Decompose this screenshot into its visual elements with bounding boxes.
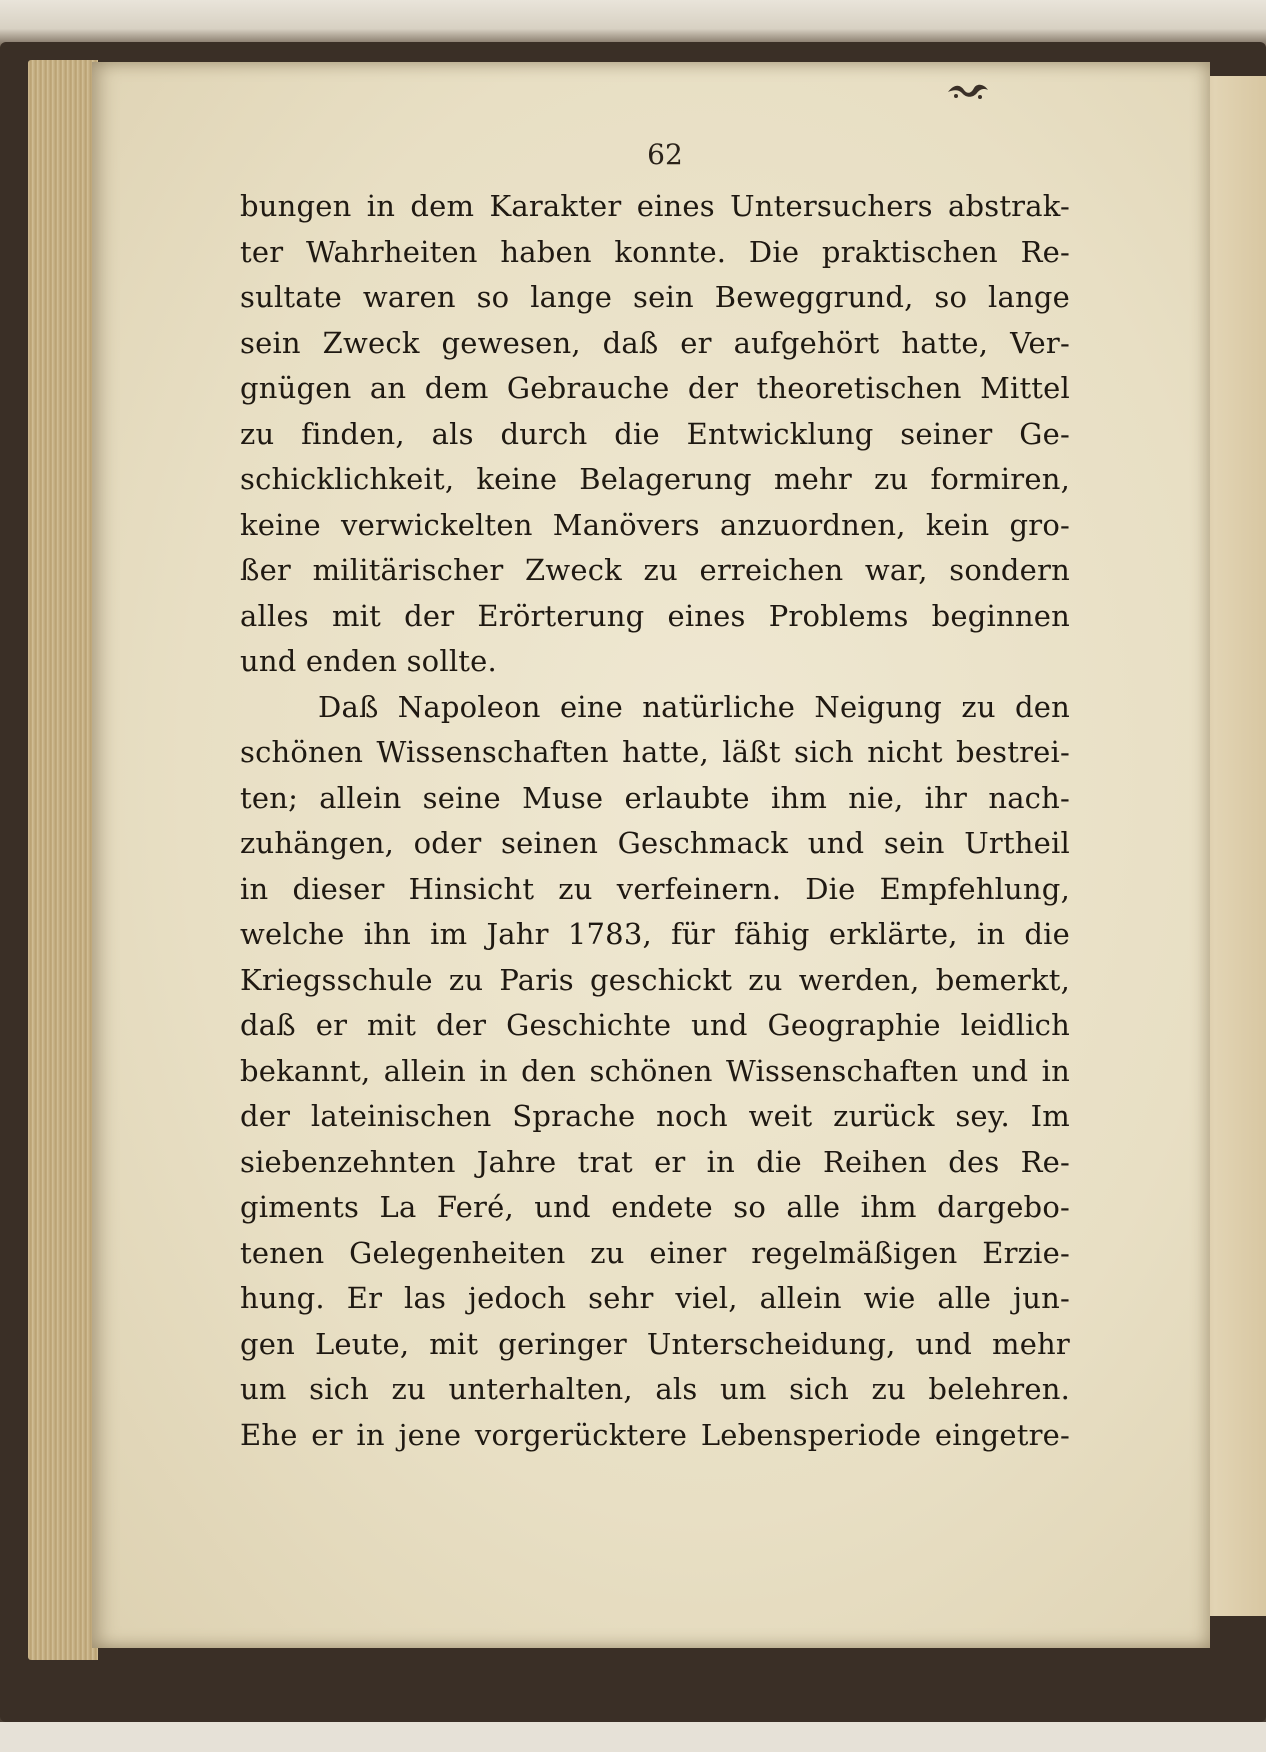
- text-line: bekannt, allein in den schönen Wissenschaften und in: [240, 1053, 1070, 1088]
- scan-background-bottom: [0, 1722, 1266, 1752]
- text-line: alles mit der Erörterung eines Problems beginnen: [240, 598, 1070, 633]
- text-line: Ehe er in jene vorgerücktere Lebensperiode eingetre-: [240, 1417, 1070, 1452]
- text-line: und enden sollte.: [240, 644, 497, 678]
- text-line: der lateinischen Sprache noch weit zurück sey. Im: [240, 1099, 1070, 1133]
- page-edges-left: [28, 60, 98, 1660]
- ornament-icon: [946, 80, 990, 102]
- text-line: sein Zweck gewesen, daß er aufgehört hatte, Ver-: [240, 325, 1070, 360]
- text-line: gnügen an dem Gebrauche der theoretischen Mittel: [240, 371, 1070, 405]
- text-line: schönen Wissenschaften hatte, läßt sich nicht bestrei-: [240, 735, 1070, 769]
- page-text: [240, 184, 1070, 1458]
- text-line: ßer militärischer Zweck zu erreichen war, sondern: [240, 553, 1070, 587]
- text-line: tenen Gelegenheiten zu einer regelmäßigen Erzie-: [240, 1235, 1070, 1270]
- text-line: in dieser Hinsicht zu verfeinern. Die Empfehlung,: [240, 871, 1070, 906]
- text-line: um sich zu unterhalten, als um sich zu belehren.: [240, 1372, 1070, 1406]
- text-line: keine verwickelten Manövers anzuordnen, kein gro-: [240, 507, 1070, 542]
- paragraph-start-line: Daß Napoleon eine natürliche Neigung zu den: [318, 689, 1070, 724]
- text-line: sultate waren so lange sein Beweggrund, so lange: [240, 280, 1070, 314]
- text-line: gen Leute, mit geringer Unterscheidung, und mehr: [240, 1326, 1070, 1361]
- text-line: zu finden, als durch die Entwicklung seiner Ge-: [240, 416, 1070, 451]
- text-line: welche ihn im Jahr 1783, für fähig erklärte, in die: [240, 917, 1070, 951]
- text-line: ten; allein seine Muse erlaubte ihm nie, ihr nach-: [240, 780, 1070, 815]
- text-line: bungen in dem Karakter eines Untersuchers abstrak-: [240, 189, 1070, 223]
- page-number: 62: [647, 138, 683, 171]
- text-line: giments La Feré, und endete so alle ihm dargebo-: [240, 1190, 1070, 1224]
- text-line: Kriegsschule zu Paris geschickt zu werden, bemerkt,: [240, 962, 1070, 997]
- text-line: zuhängen, oder seinen Geschmack und sein Urtheil: [240, 826, 1070, 860]
- text-line: ter Wahrheiten haben konnte. Die praktischen Re-: [240, 234, 1070, 269]
- text-line: daß er mit der Geschichte und Geographie leidlich: [240, 1008, 1070, 1042]
- text-line: schicklichkeit, keine Belagerung mehr zu formiren,: [240, 462, 1070, 496]
- text-line: siebenzehnten Jahre trat er in die Reihen des Re-: [240, 1144, 1070, 1179]
- text-line: hung. Er las jedoch sehr viel, allein wie alle jun-: [240, 1281, 1070, 1315]
